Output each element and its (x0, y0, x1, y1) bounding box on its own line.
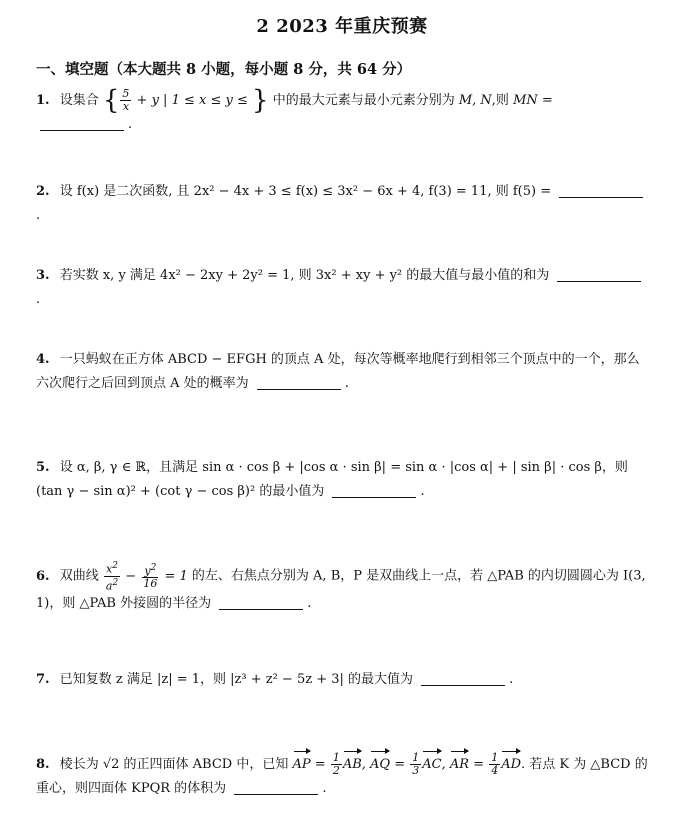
page-title: 2 2023 年重庆预赛 (256, 16, 428, 37)
answer-blank[interactable] (421, 671, 505, 686)
question-text: 若点 K 为 △BCD 的重心，则四面体 KPQR 的体积为 (36, 757, 648, 796)
answer-blank[interactable] (557, 267, 641, 282)
question-number: 1. (36, 93, 50, 108)
question-7: 7. 已知复数 z 满足 |z| = 1，则 |z³ + z² − 5z + 3| 的最大值为 . (36, 672, 514, 687)
question-4: 4. 一只蚂蚁在正方体 ABCD − EFGH 的顶点 A 处，每次等概率地爬行到相邻三个顶点中的一个，那么六次爬行之后回到顶点 A 处的概率为 . (36, 352, 640, 391)
question-1: 1. 设集合 { $\frac{5}{x}$ + y | 1 ≤ x ≤ y ≤ } 中的最大元素与最小元素分别为 M, N,则 MN = . (36, 85, 553, 132)
answer-blank[interactable] (559, 183, 643, 198)
question-3: 3. 若实数 x, y 满足 4x² − 2xy + 2y² = 1, 则 3x² + xy + y² 的最大值与最小值的和为 . (36, 264, 648, 312)
question-8: 8. 棱长为 √2 的正四面体 ABCD 中，已知 AP = $\frac{1}{2}$ AB, AQ = $\frac{1}{3}$ AC, AR = $\frac{1}{4}$ AD. 若点 K 为 △BCD 的重心，则四面体 KPQR 的体积为 . (36, 751, 648, 796)
answer-blank[interactable] (332, 483, 416, 498)
question-text: 设集合 (59, 93, 99, 108)
answer-blank[interactable] (257, 375, 341, 390)
question-text: 设 α, β, γ ∈ ℝ，且满足 sin α · cos β + |cos α · sin β| = sin α · |cos α| + | sin β| · cos β，则 (tan γ − sin α)² + (cot γ − cos β)² 的最小值为 (36, 460, 628, 499)
question-5: 5. 设 α, β, γ ∈ ℝ，且满足 sin α · cos β + |cos α · sin β| = sin α · |cos α| + | sin β| · cos β，则 (tan γ − sin α)² + (cot γ − cos β)² 的最小值为 . (36, 460, 628, 499)
answer-blank[interactable] (219, 595, 303, 610)
question-text: 中的最大元素与最小元素分别为 (272, 93, 455, 108)
set-expression: { $\frac{5}{x}$ + y | 1 ≤ x ≤ y ≤ } (102, 85, 269, 116)
question-text: 设 f(x) 是二次函数, 且 2x² − 4x + 3 ≤ f(x) ≤ 3x² − 6x + 4, f(3) = 11, 则 f(5) = (59, 184, 552, 199)
question-text: 若实数 x, y 满足 4x² − 2xy + 2y² = 1, 则 3x² + xy + y² 的最大值与最小值的和为 (59, 268, 550, 283)
question-text: 的左、右焦点分别为 A, B，P 是双曲线上一点，若 △PAB 的内切圆圆心为 I(3, 1)，则 △PAB 外接圆的半径为 (36, 568, 646, 612)
question-text: 已知复数 z 满足 |z| = 1，则 |z³ + z² − 5z + 3| 的最大值为 (59, 672, 414, 687)
vector-relations: AP = $\frac{1}{2}$ AB, AQ = $\frac{1}{3}$ AC, AR = $\frac{1}{4}$ AD. (292, 751, 530, 777)
answer-blank[interactable] (234, 780, 318, 795)
question-text: 一只蚂蚁在正方体 ABCD − EFGH 的顶点 A 处，每次等概率地爬行到相邻三个顶点中的一个，那么六次爬行之后回到顶点 A 处的概率为 (36, 352, 640, 391)
question-6: 6. 双曲线 $\frac{x^2}{a^2}$ − $\frac{y^2}{16}$ = 1 的左、右焦点分别为 A, B，P 是双曲线上一点，若 △PAB 的内切圆圆心为 I(3, 1)，则 △PAB 外接圆的半径为 . (36, 561, 646, 612)
question-2: 2. 设 f(x) 是二次函数, 且 2x² − 4x + 3 ≤ f(x) ≤ 3x² − 6x + 4, f(3) = 11, 则 f(5) = . (36, 180, 648, 228)
section-heading: 一、填空题（本大题共 8 小题，每小题 8 分，共 64 分） (36, 61, 412, 78)
answer-blank[interactable] (40, 116, 124, 131)
hyperbola-equation: $\frac{x^2}{a^2}$ − $\frac{y^2}{16}$ = 1 (105, 561, 192, 593)
